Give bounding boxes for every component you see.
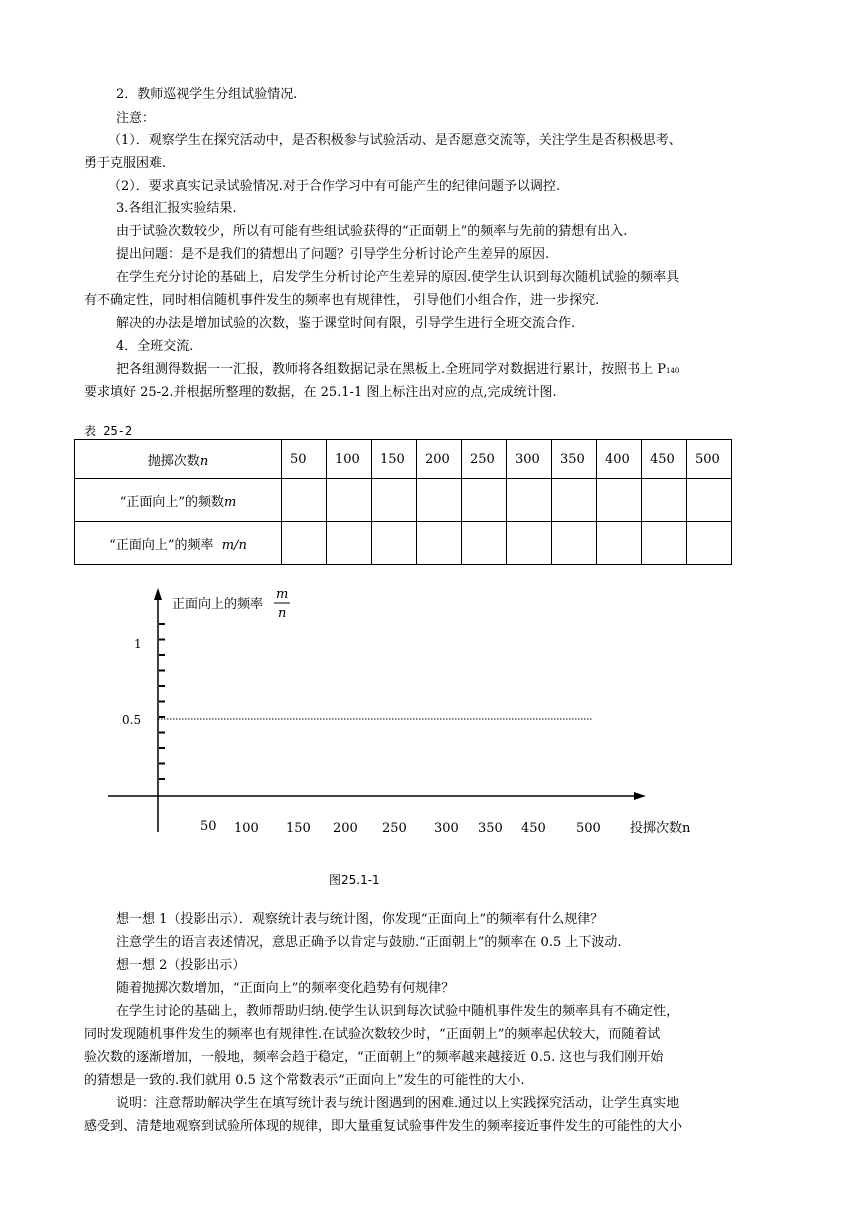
table-cell: 250 bbox=[462, 440, 507, 479]
subscript: 140 bbox=[666, 367, 680, 375]
x-tick-label: 500 bbox=[576, 821, 601, 836]
x-tick-label: 100 bbox=[234, 821, 259, 836]
table-cell[interactable] bbox=[327, 479, 372, 522]
text-line: 勇于克服困难. bbox=[84, 156, 167, 171]
text-line: 在学生充分讨论的基础上，启发学生分析讨论产生差异的原因.使学生认识到每次随机试验的频率具 bbox=[116, 270, 680, 285]
x-tick-label: 150 bbox=[286, 821, 311, 836]
text-line: （1）．观察学生在探究活动中，是否积极参与试验活动、是否愿意交流等，关注学生是否积极思考、 bbox=[108, 133, 682, 148]
table-cell: 450 bbox=[642, 440, 687, 479]
text-line: 要求填好 25-2.并根据所整理的数据，在 25.1-1 图上标注出对应的点,完成统计图. bbox=[84, 385, 557, 400]
table-cell[interactable] bbox=[282, 479, 327, 522]
table-cell: 350 bbox=[552, 440, 597, 479]
x-tick-label: 300 bbox=[434, 821, 459, 836]
table-cell[interactable] bbox=[597, 522, 642, 565]
y-tick-marks bbox=[159, 624, 165, 779]
text-line: 同时发现随机事件发生的频率也有规律性.在试验次数较少时，“正面朝上”的频率起伏较大，而随着试 bbox=[84, 1027, 661, 1042]
y-axis-arrow bbox=[154, 588, 162, 600]
table-header-cell bbox=[75, 440, 282, 479]
cell-label: 抛掷次数 bbox=[147, 453, 200, 469]
x-tick-label: 250 bbox=[382, 821, 407, 836]
table-cell[interactable] bbox=[372, 522, 417, 565]
text-line: 3.各组汇报实验结果. bbox=[116, 201, 237, 216]
table-row bbox=[75, 479, 732, 522]
text-line: （2）．要求真实记录试验情况.对于合作学习中有可能产生的纪律问题予以调控. bbox=[108, 179, 561, 194]
text-line: 说明：注意帮助解决学生在填写统计表与统计图遇到的困难.通过以上实践探究活动，让学生真实地 bbox=[116, 1096, 680, 1111]
table-caption: 表 25-2 bbox=[84, 424, 133, 438]
text-line: 4．全班交流. bbox=[116, 339, 194, 354]
y-axis-label-denominator: n bbox=[278, 606, 287, 621]
x-axis-label: 投掷次数n bbox=[630, 821, 691, 836]
text-span: 把各组测得数据一一汇报，教师将各组数据记录在黑板上.全班同学对数据进行累计，按照书上 P bbox=[116, 362, 667, 377]
table-cell[interactable] bbox=[687, 479, 732, 522]
y-axis-label: 正面向上的频率 bbox=[172, 597, 264, 612]
text-line: 的猜想是一致的.我们就用 0.5 这个常数表示“正面向上”发生的可能性的大小. bbox=[84, 1073, 525, 1088]
table-cell: 100 bbox=[327, 440, 372, 479]
table-cell[interactable] bbox=[597, 479, 642, 522]
figure-caption: 图25.1-1 bbox=[329, 873, 380, 887]
text-line: 随着抛掷次数增加，“正面向上”的频率变化趋势有何规律？ bbox=[116, 981, 455, 996]
table-row bbox=[75, 522, 732, 565]
table-cell: 400 bbox=[597, 440, 642, 479]
text-line: 解决的办法是增加试验的次数，鉴于课堂时间有限，引导学生进行全班交流合作. bbox=[116, 316, 576, 331]
table-header-cell bbox=[75, 479, 282, 522]
text-line: 2．教师巡视学生分组试验情况. bbox=[116, 87, 298, 102]
data-table bbox=[74, 439, 732, 565]
x-tick-label: 50 bbox=[200, 819, 217, 834]
cell-variable: m bbox=[223, 494, 237, 510]
text-line: 提出问题：是不是我们的猜想出了问题？引导学生分析讨论产生差异的原因. bbox=[116, 247, 550, 262]
table-cell[interactable] bbox=[417, 522, 462, 565]
table-cell[interactable] bbox=[642, 479, 687, 522]
table-cell[interactable] bbox=[327, 522, 372, 565]
text-line: 想一想 2（投影出示） bbox=[116, 958, 246, 973]
table-cell[interactable] bbox=[417, 479, 462, 522]
text-line bbox=[116, 361, 679, 380]
y-axis-label-numerator: m bbox=[276, 587, 289, 602]
table-cell[interactable] bbox=[687, 522, 732, 565]
table-cell: 50 bbox=[282, 440, 327, 479]
table-cell: 300 bbox=[507, 440, 552, 479]
table-cell: 500 bbox=[687, 440, 732, 479]
x-tick-label: 200 bbox=[333, 821, 358, 836]
table-header-cell bbox=[75, 522, 282, 565]
y-tick-label: 0.5 bbox=[122, 713, 142, 727]
table-cell[interactable] bbox=[372, 479, 417, 522]
cell-variable: n bbox=[199, 453, 209, 469]
frequency-chart bbox=[0, 580, 860, 890]
table-cell[interactable] bbox=[642, 522, 687, 565]
text-line: 注意： bbox=[116, 111, 156, 126]
text-line: 注意学生的语言表述情况，意思正确予以肯定与鼓励.“正面朝上”的频率在 0.5 上下波动. bbox=[116, 935, 622, 950]
table-cell[interactable] bbox=[507, 479, 552, 522]
table-row bbox=[75, 440, 732, 479]
table-cell[interactable] bbox=[552, 479, 597, 522]
x-tick-label: 450 bbox=[521, 821, 546, 836]
table-cell: 200 bbox=[417, 440, 462, 479]
table-cell[interactable] bbox=[282, 522, 327, 565]
text-line: 感受到、清楚地观察到试验所体现的规律，即大量重复试验事件发生的频率接近事件发生的可能性的大小 bbox=[84, 1119, 683, 1134]
text-line: 在学生讨论的基础上，教师帮助归纳.使学生认识到每次试验中随机事件发生的频率具有不确定性， bbox=[116, 1004, 680, 1019]
cell-label: “正面向上”的频率 bbox=[109, 537, 214, 553]
text-line: 有不确定性，同时相信随机事件发生的频率也有规律性， 引导他们小组合作，进一步探究. bbox=[84, 293, 600, 308]
cell-label: “正面向上”的频数 bbox=[119, 494, 224, 510]
x-axis-arrow bbox=[634, 792, 646, 800]
text-line: 由于试验次数较少，所以有可能有些组试验获得的“正面朝上”的频率与先前的猜想有出入. bbox=[116, 224, 628, 239]
table-cell: 150 bbox=[372, 440, 417, 479]
table-cell[interactable] bbox=[462, 479, 507, 522]
text-line: 验次数的逐渐增加，一般地，频率会趋于稳定，“正面朝上”的频率越来越接近 0.5. 这也与我们刚开始 bbox=[84, 1050, 664, 1065]
text-line: 想一想 1（投影出示）．观察统计表与统计图，你发现“正面向上”的频率有什么规律？ bbox=[116, 912, 604, 927]
x-tick-label: 350 bbox=[478, 821, 503, 836]
table-cell[interactable] bbox=[462, 522, 507, 565]
cell-variable: m/n bbox=[221, 537, 247, 553]
y-tick-label: 1 bbox=[134, 637, 142, 651]
table-cell[interactable] bbox=[507, 522, 552, 565]
table-cell[interactable] bbox=[552, 522, 597, 565]
